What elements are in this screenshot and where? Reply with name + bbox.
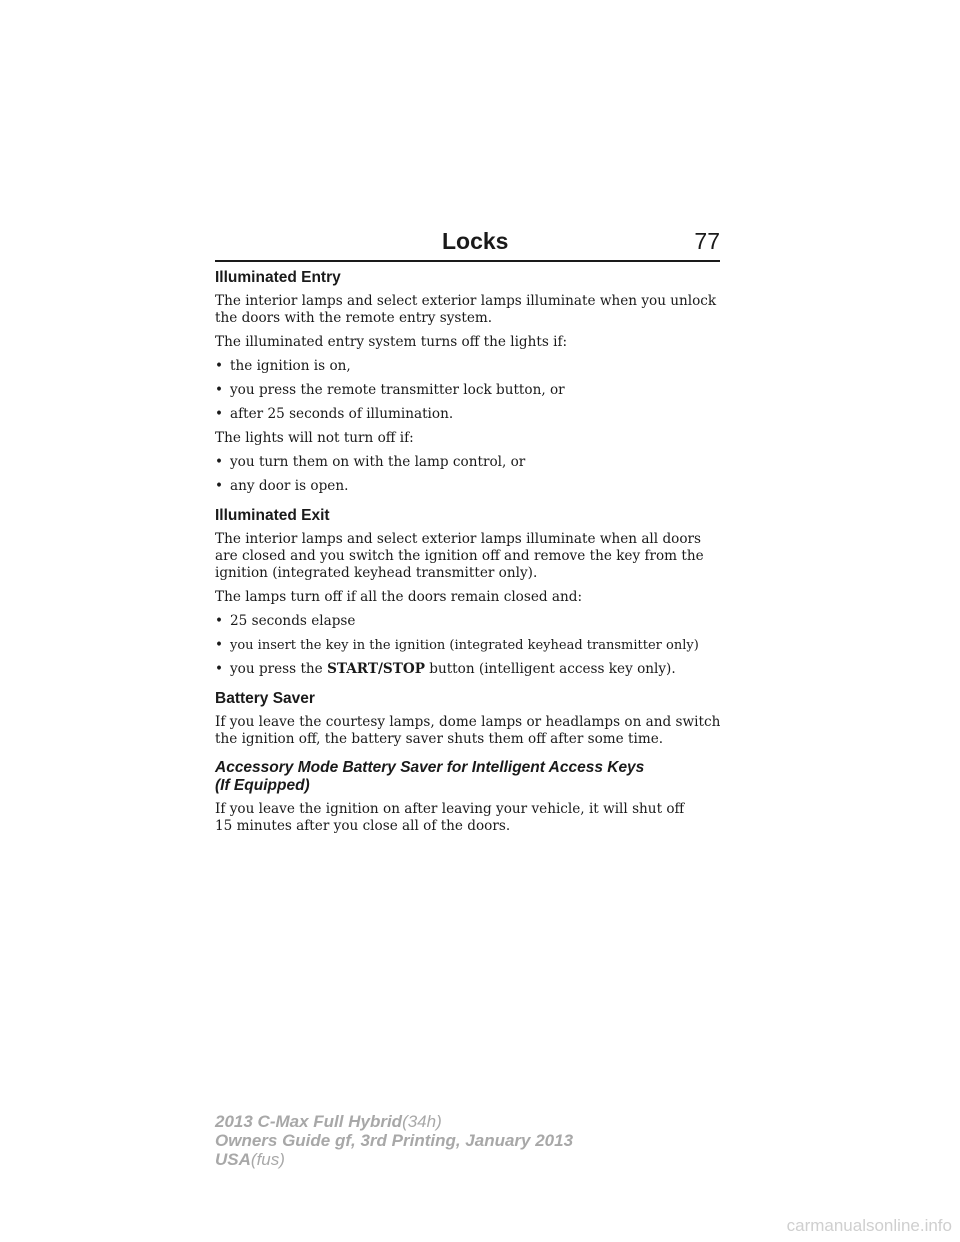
paragraph (215, 801, 725, 835)
heading-illuminated-exit: Illuminated Exit (215, 507, 330, 524)
watermark: carmanualsonline.info (786, 1216, 952, 1235)
text-line: ignition (integrated keyhead transmitter only). (215, 565, 538, 581)
bullet-icon: • (215, 358, 224, 374)
bullet-icon: • (215, 478, 224, 494)
list-item (215, 637, 725, 654)
text-line: the doors with the remote entry system. (215, 310, 493, 326)
list-item-text: any door is open. (230, 478, 349, 494)
paragraph (215, 714, 725, 748)
paragraph (215, 293, 725, 327)
bullet-icon: • (215, 613, 224, 629)
list-item-text: you press the remote transmitter lock button, or (230, 382, 565, 398)
list-item-text (230, 661, 676, 678)
page-content (215, 268, 725, 842)
text-run: button (intelligent access key only). (429, 661, 676, 677)
text-line: The interior lamps and select exterior lamps illuminate when all doors (215, 531, 701, 547)
page-footer (215, 1112, 573, 1169)
page-header (215, 226, 720, 262)
text-line: If you leave the courtesy lamps, dome lamps or headlamps on and switch (215, 714, 721, 730)
footer-line (215, 1150, 573, 1169)
list-item (215, 478, 725, 495)
list-item-text: 25 seconds elapse (230, 613, 356, 629)
page-number: 77 (694, 228, 720, 254)
text-line: The interior lamps and select exterior lamps illuminate when you unlock (215, 293, 717, 309)
list-item (215, 406, 725, 423)
text-line: 15 minutes after you close all of the doors. (215, 818, 511, 834)
footer-market: USA (215, 1150, 251, 1169)
list-item (215, 454, 725, 471)
start-stop-label: START/STOP (327, 661, 425, 677)
text-line: the ignition off, the battery saver shuts them off after some time. (215, 731, 664, 747)
list-item-text: the ignition is on, (230, 358, 351, 374)
list-item (215, 382, 725, 399)
list-item-text: you insert the key in the ignition (integrated keyhead transmitter only) (230, 638, 699, 653)
section-title: Locks (442, 228, 509, 254)
heading-accessory-mode (215, 759, 725, 795)
paragraph (215, 531, 725, 582)
heading-illuminated-entry: Illuminated Entry (215, 269, 341, 286)
bullet-icon: • (215, 406, 224, 422)
bullet-icon: • (215, 661, 224, 677)
heading-line: Accessory Mode Battery Saver for Intelligent Access Keys (215, 759, 645, 776)
paragraph: The illuminated entry system turns off the lights if: (215, 334, 568, 350)
text-line: If you leave the ignition on after leaving your vehicle, it will shut off (215, 801, 685, 817)
list-item (215, 661, 725, 678)
footer-line (215, 1112, 573, 1131)
list-item (215, 613, 725, 630)
bullet-icon: • (215, 637, 224, 653)
footer-line: Owners Guide gf, 3rd Printing, January 2013 (215, 1131, 574, 1150)
heading-battery-saver: Battery Saver (215, 690, 315, 707)
list-item-text: you turn them on with the lamp control, or (230, 454, 526, 470)
paragraph: The lights will not turn off if: (215, 430, 414, 446)
footer-model: 2013 C-Max Full Hybrid (215, 1112, 403, 1131)
text-run: you press the (230, 661, 323, 677)
bullet-icon: • (215, 454, 224, 470)
heading-line: (If Equipped) (215, 777, 310, 794)
list-item (215, 358, 725, 375)
paragraph: The lamps turn off if all the doors remain closed and: (215, 589, 583, 605)
list-item-text: after 25 seconds of illumination. (230, 406, 454, 422)
footer-market-code: (fus) (250, 1150, 285, 1169)
text-line: are closed and you switch the ignition off and remove the key from the (215, 548, 704, 564)
footer-code: (34h) (402, 1112, 442, 1131)
bullet-icon: • (215, 382, 224, 398)
